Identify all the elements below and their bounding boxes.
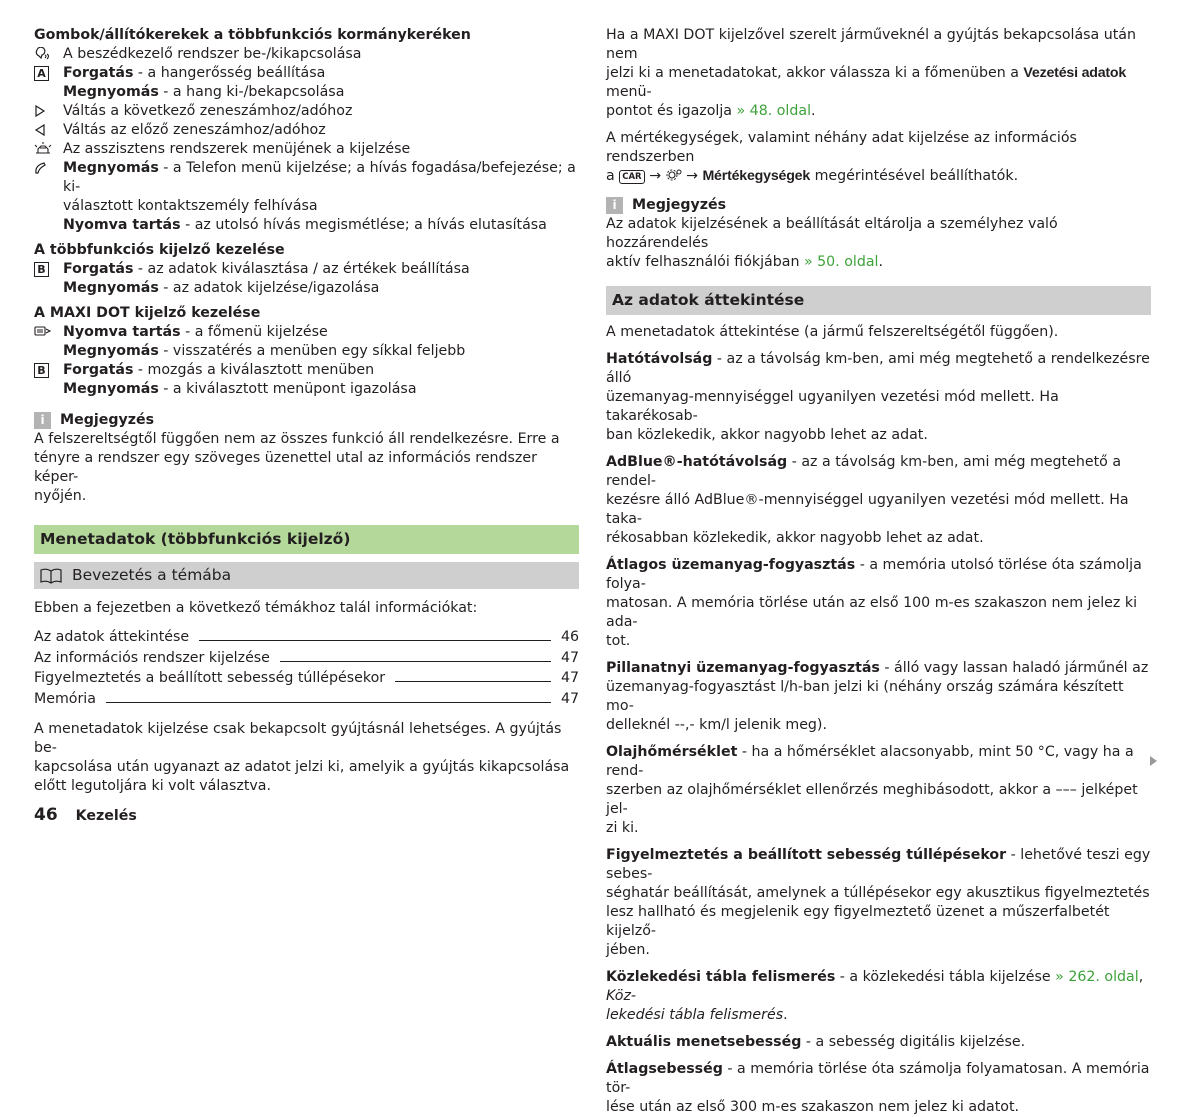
text-line — [606, 453, 1151, 491]
arrow: → — [681, 168, 703, 184]
text-span: a — [606, 168, 620, 184]
entry-traffic-sign — [606, 968, 1151, 1025]
toc-page: 47 — [560, 649, 579, 666]
text-line — [606, 1060, 1151, 1098]
text-line — [606, 1033, 1151, 1052]
entry-term: Hatótávolság — [606, 351, 713, 367]
text-line: A mértékegységek, valamint néhány adat kijelzése az információs rendszerben — [606, 130, 1077, 165]
overview-intro: A menetadatok áttekintése (a jármű felszereltségétől függően). — [606, 324, 1059, 340]
toc-title: Az adatok áttekintése — [34, 629, 190, 645]
entry-term: Aktuális menetsebesség — [606, 1034, 802, 1050]
list-item-text: Váltás az előző zeneszámhoz/adóhoz — [63, 122, 326, 138]
text-span: . — [878, 254, 883, 270]
section-band-trip-data: Menetadatok (többfunkciós kijelző) — [34, 525, 579, 554]
text-span: delleknél --,- km/l jelenik meg). — [606, 717, 827, 733]
list-item — [34, 380, 579, 399]
continue-arrow-icon — [1150, 756, 1157, 766]
overview-entry — [606, 743, 1151, 838]
list-item-bold: Megnyomás — [63, 280, 159, 296]
note-line: nyőjén. — [34, 488, 87, 504]
list-item-text: - a főmenü kijelzése — [180, 324, 328, 340]
text-span: - az a távolság km-ben, ami még megtehető a rendel- — [606, 454, 1122, 489]
text-line — [606, 529, 1151, 548]
text-span: szerben az olajhőmérséklet ellenőrzés meghibásodott, akkor a ––– jelképet jel- — [606, 782, 1138, 817]
list-item-text: - az adatok kiválasztása / az értékek beállítása — [133, 261, 470, 277]
text-line — [606, 743, 1151, 781]
list-item — [34, 159, 579, 197]
text-line — [606, 388, 1151, 426]
list-item — [34, 64, 579, 83]
overview-entry — [606, 846, 1151, 960]
info-icon: i — [34, 412, 51, 429]
maxi-dot-paragraph — [606, 26, 1151, 121]
overview-entry — [606, 556, 1151, 651]
page-footer — [34, 805, 137, 825]
text-span: rékosabban közlekedik, akkor nagyobb lehet az adat. — [606, 530, 984, 546]
intro-band-title: Bevezetés a témába — [72, 566, 232, 584]
text-line — [606, 716, 1151, 735]
text-line — [606, 350, 1151, 388]
menu-icon — [34, 323, 63, 338]
label-b-box: B — [34, 262, 49, 277]
note-title: Megjegyzés — [632, 197, 727, 213]
text-line — [606, 64, 1151, 102]
toc-title: Figyelmeztetés a beállított sebesség túllépésekor — [34, 670, 386, 686]
entry-term: Átlagsebesség — [606, 1061, 723, 1077]
text-span: - a közlekedési tábla kijelzése — [835, 969, 1056, 985]
text-span: jében. — [606, 942, 650, 958]
section-name: Kezelés — [75, 808, 137, 824]
text-span: üzemanyag-mennyiséggel ugyanilyen vezetési mód mellett. Ha takarékosab- — [606, 389, 1059, 424]
list-item-text: - a kiválasztott menüpont igazolása — [158, 381, 417, 397]
page-link[interactable]: » 262. oldal — [1055, 969, 1139, 985]
text-line — [606, 903, 1151, 941]
list-item-bold: Megnyomás — [63, 381, 159, 397]
text-line — [606, 678, 1151, 716]
text-line — [606, 167, 1151, 186]
text-line — [606, 846, 1151, 884]
list-item-text: Váltás a következő zeneszámhoz/adóhoz — [63, 103, 353, 119]
toc-title: Memória — [34, 690, 96, 707]
page-link[interactable]: » 48. oldal — [736, 103, 812, 119]
text-line — [606, 1006, 1151, 1025]
italic-ref: lekedési tábla felismerés — [606, 1007, 784, 1023]
list-item-text: - visszatérés a menüben egy síkkal feljebb — [158, 343, 466, 359]
entry-term: Átlagos üzemanyag-fogyasztás — [606, 557, 856, 573]
text-span: séghatár beállítását, amelynek a túllépésekor egy akusztikus figyelmeztetés — [606, 885, 1150, 901]
settings-gear-icon — [666, 168, 682, 182]
text-line — [606, 659, 1151, 678]
list-item-text: - a hang ki-/bekapcsolása — [158, 84, 345, 100]
list-item — [34, 279, 579, 298]
list-item-bold: Forgatás — [63, 362, 134, 378]
book-icon — [40, 568, 62, 584]
list-item-bold: Nyomva tartás — [63, 324, 181, 340]
overview-entry — [606, 453, 1151, 548]
text-span: - lehetővé teszi egy sebes- — [606, 847, 1151, 882]
list-item — [34, 45, 579, 64]
text-line — [606, 491, 1151, 529]
entry-term: Olajhőmérséklet — [606, 744, 738, 760]
list-item — [34, 140, 579, 159]
text-line — [606, 941, 1151, 960]
toc-page: 47 — [560, 690, 579, 707]
units-paragraph — [606, 129, 1151, 186]
toc-title: Az információs rendszer kijelzése — [34, 649, 270, 666]
text-span: - a memória törlése óta számolja folyamatosan. A memória tör- — [606, 1061, 1150, 1096]
text-line — [606, 968, 1151, 1006]
label-a-box: A — [34, 66, 49, 81]
list-item-text: - a Telefon menü kijelzése; a hívás fogadása/befejezése; a ki- — [63, 160, 576, 195]
toc-page: 47 — [560, 670, 579, 686]
arrow: → — [644, 168, 666, 184]
overview-entries — [606, 350, 1151, 960]
note-title: Megjegyzés — [60, 412, 155, 428]
closing-paragraph — [34, 720, 579, 796]
text-line — [606, 632, 1151, 651]
section-band-overview: Az adatok áttekintése — [606, 286, 1151, 315]
text-span: jelzi ki a menetadatokat, akkor válassza ki a főmenüben a — [606, 65, 1024, 81]
text-span: megérintésével beállíthatók. — [810, 168, 1019, 184]
list-item-text: választott kontaktszemély felhívása — [63, 198, 318, 214]
list-item — [34, 342, 579, 361]
list-item — [34, 361, 579, 380]
entry-average-speed — [606, 1060, 1151, 1117]
intro-text: Ebben a fejezetben a következő témákhoz talál információkat: — [34, 600, 478, 616]
note-line: A felszereltségtől függően nem az összes funkció áll rendelkezésre. Erre a — [34, 431, 560, 447]
list-item — [34, 197, 579, 216]
heading-maxi-dot: A MAXI DOT kijelző kezelése — [34, 305, 261, 321]
note-line — [606, 253, 1151, 272]
note-line: tényre a rendszer egy szöveges üzenettel utal az információs rendszer képer- — [34, 450, 537, 485]
overview-entry — [606, 659, 1151, 735]
next-icon — [34, 102, 63, 118]
text-line — [606, 594, 1151, 632]
text-span: üzemanyag-fogyasztást l/h-ban jelzi ki (néhány ország számára készített mo- — [606, 679, 1124, 714]
entry-term: Figyelmeztetés a beállított sebesség túllépésekor — [606, 847, 1007, 863]
list-item-bold: Megnyomás — [63, 160, 159, 176]
text-span: aktív felhasználói fiókjában — [606, 254, 804, 270]
overview-entry — [606, 350, 1151, 445]
toc-entry[interactable] — [34, 690, 579, 711]
prev-icon — [34, 121, 63, 137]
list-item-bold: Forgatás — [63, 65, 134, 81]
text-line — [606, 819, 1151, 838]
text-line — [606, 556, 1151, 594]
voice-icon — [34, 45, 63, 62]
closing-line: kapcsolása után ugyanazt az adatot jelzi ki, amelyik a gyújtás kikapcsolása — [34, 759, 570, 775]
list-item-bold: Nyomva tartás — [63, 217, 181, 233]
list-item — [34, 216, 579, 235]
text-span: , — [1138, 969, 1144, 985]
note-heading — [34, 411, 579, 430]
text-span: - ha a hőmérséklet alacsonyabb, mint 50 °C, vagy ha a rend- — [606, 744, 1134, 779]
phone-icon — [34, 159, 63, 175]
text-span: - a memória utolsó törlése óta számolja folya- — [606, 557, 1142, 592]
toc-entry[interactable] — [34, 628, 579, 649]
text-span: lesz hallható és megjelenik egy figyelmeztető üzenet a műszerfalbetét kijelző- — [606, 904, 1110, 939]
text-line — [606, 102, 1151, 121]
text-span: tot. — [606, 633, 631, 649]
text-span: - az a távolság km-ben, ami még megtehető a rendelkezésre álló — [606, 351, 1150, 386]
page-number: 46 — [34, 805, 58, 825]
list-item-text: - az adatok kijelzése/igazolása — [158, 280, 380, 296]
toc — [34, 628, 579, 710]
label-b-box: B — [34, 363, 49, 378]
italic-ref: Köz- — [606, 988, 637, 1004]
note-heading — [606, 196, 1151, 215]
entry-term: Pillanatnyi üzemanyag-fogyasztás — [606, 660, 880, 676]
list-item-bold: Forgatás — [63, 261, 134, 277]
list-item — [34, 260, 579, 279]
list-item-text: A beszédkezelő rendszer be-/kikapcsolása — [63, 46, 362, 62]
page-link[interactable]: » 50. oldal — [803, 254, 879, 270]
list-item — [34, 121, 579, 140]
text-span: zi ki. — [606, 820, 639, 836]
menu-name: Vezetési adatok — [1023, 65, 1127, 81]
closing-line: előtt legutoljára ki volt választva. — [34, 778, 271, 794]
entry-term: Közlekedési tábla felismerés — [606, 969, 836, 985]
text-span: . — [783, 1007, 788, 1023]
list-item — [34, 323, 579, 342]
text-line: lése után az első 300 m-es szakaszon nem jelez ki adatot. — [606, 1099, 1020, 1115]
text-span: ban közlekedik, akkor nagyobb lehet az adat. — [606, 427, 928, 443]
text-line — [606, 884, 1151, 903]
text-line — [606, 781, 1151, 819]
text-span: pontot és igazolja — [606, 103, 737, 119]
entry-term: AdBlue®-hatótávolság — [606, 454, 788, 470]
list-item-text: - mozgás a kiválasztott menüben — [133, 362, 375, 378]
note-line: Az adatok kijelzésének a beállítását eltárolja a személyhez való hozzárendelés — [606, 216, 1058, 251]
list-item-bold: Megnyomás — [63, 84, 159, 100]
right-column — [606, 26, 1151, 1117]
toc-entry[interactable] — [34, 649, 579, 670]
text-line — [606, 426, 1151, 445]
list-item-bold: Megnyomás — [63, 343, 159, 359]
text-line: Ha a MAXI DOT kijelzővel szerelt járműveknél a gyújtás bekapcsolása után nem — [606, 27, 1136, 62]
list-item-text: - a hangerősség beállítása — [133, 65, 326, 81]
info-icon: i — [606, 197, 623, 214]
heading-multifunction-display: A többfunkciós kijelző kezelése — [34, 242, 285, 258]
toc-entry[interactable] — [34, 669, 579, 690]
text-span: kezésre álló AdBlue®-mennyiséggel ugyanilyen vezetési mód mellett. Ha taka- — [606, 492, 1129, 527]
left-column — [34, 26, 579, 796]
text-span: matosan. A memória törlése után az első 100 m-es szakaszon nem jelez ki ada- — [606, 595, 1138, 630]
car-button-icon: CAR — [619, 170, 644, 184]
heading-steering-buttons: Gombok/állítókerekek a többfunkciós kormánykeréken — [34, 27, 471, 43]
list-item — [34, 102, 579, 121]
assist-icon — [34, 140, 63, 156]
text-span: - a sebesség digitális kijelzése. — [801, 1034, 1026, 1050]
menu-name: Mértékegységek — [702, 168, 811, 184]
list-item — [34, 83, 579, 102]
list-item-text: Az asszisztens rendszerek menüjének a kijelzése — [63, 141, 411, 157]
toc-page: 46 — [560, 629, 579, 645]
text-span: . — [811, 103, 816, 119]
entry-current-speed — [606, 1033, 1151, 1052]
text-span: - álló vagy lassan haladó járműnél az — [879, 660, 1149, 676]
intro-band — [34, 562, 579, 589]
text-span: menü- — [606, 84, 652, 100]
list-item-text: - az utolsó hívás megismétlése; a hívás elutasítása — [180, 217, 547, 233]
closing-line: A menetadatok kijelzése csak bekapcsolt gyújtásnál lehetséges. A gyújtás be- — [34, 721, 562, 756]
